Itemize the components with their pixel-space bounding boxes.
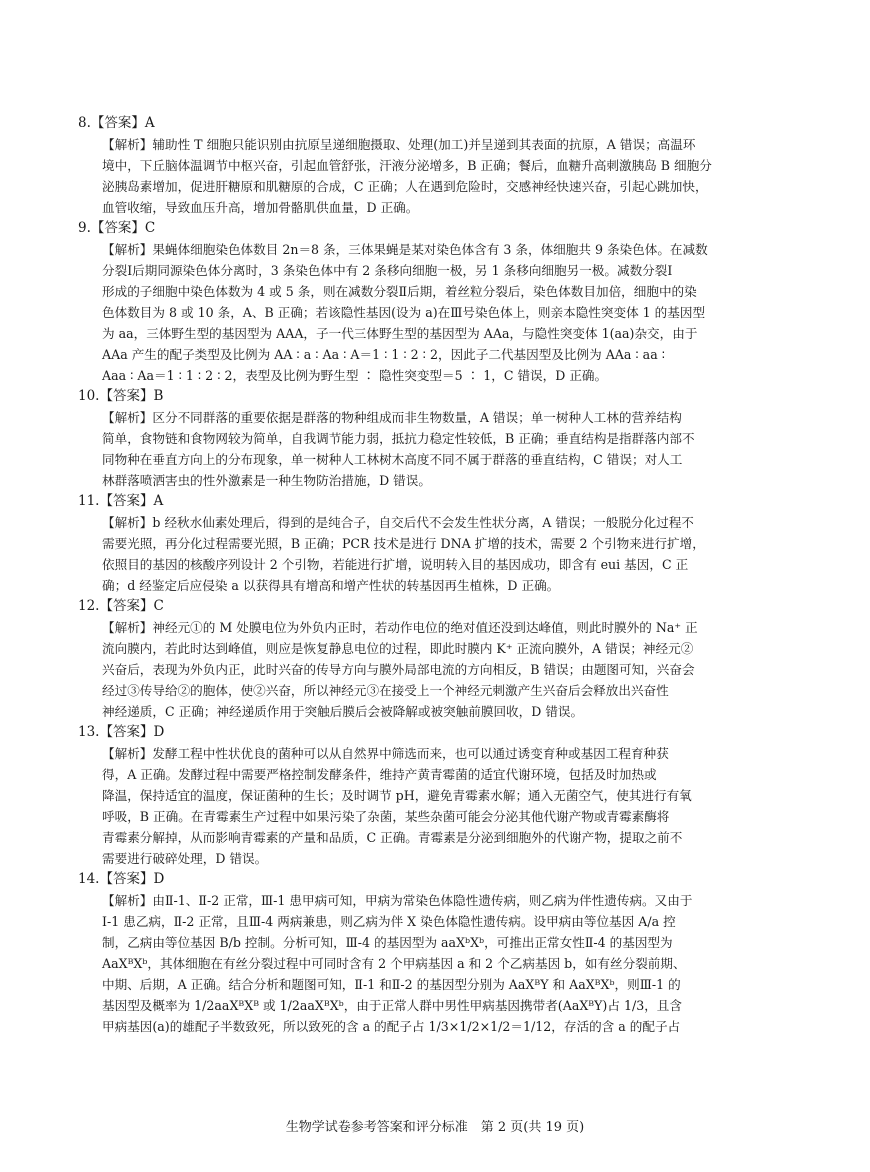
answer-line: 14.【答案】D (78, 871, 165, 887)
answer-line: 13.【答案】D (78, 724, 165, 740)
explanation-line: 需要进行破碎处理，D 错误。 (102, 851, 268, 866)
explanation-line: 青霉素分解掉，从而影响青霉素的产量和品质，C 正确。青霉素是分泌到细胞外的代谢产物，提取之前不 (102, 830, 683, 845)
explanation-line: 兴奋后，表现为外负内正，此时兴奋的传导方向与膜外局部电流的方向相反，B 错误；由题图可知，兴奋会 (102, 662, 695, 677)
explanation-line: 降温，保持适宜的温度，保证菌种的生长；及时调节 pH，避免青霉素水解；通入无菌空气，使其进行有氧 (102, 788, 692, 803)
explanation-line: 依照目的基因的核酸序列设计 2 个引物，若能进行扩增，说明转入目的基因成功，即含有 eui 基因，C 正 (102, 557, 689, 572)
question-11 (78, 491, 786, 596)
answer-line: 11.【答案】A (78, 493, 164, 509)
explanation-line: 中期、后期，A 正确。结合分析和题图可知，Ⅱ-1 和Ⅱ-2 的基因型分别为 AaXᴮY 和 AaXᴮXᵇ，则Ⅲ-1 的 (102, 977, 681, 992)
explanation-line: 需要光照，再分化过程需要光照，B 正确；PCR 技术是进行 DNA 扩增的技术，需要 2 个引物来进行扩增， (102, 536, 705, 551)
explanation-line: 甲病基因(a)的雄配子半数致死，所以致死的含 a 的配子占 1/3×1/2×1/2＝1/12，存活的含 a 的配子占 (102, 1019, 681, 1034)
explanation-line: 【解析】辅助性 T 细胞只能识别由抗原呈递细胞摄取、处理(加工)并呈递到其表面的抗原，A 错误；高温环 (102, 137, 696, 152)
explanation-line: 【解析】区分不同群落的重要依据是群落的物种组成而非生物数量，A 错误；单一树种人工林的营养结构 (102, 410, 682, 425)
answer-line: 12.【答案】C (78, 598, 164, 614)
explanation-line: 确；d 经鉴定后应侵染 a 以获得具有增高和增产性状的转基因再生植株，D 正确。 (102, 578, 560, 593)
explanation-line: 泌胰岛素增加，促进肝糖原和肌糖原的合成，C 正确；人在遇到危险时，交感神经快速兴奋，引起心跳加快， (102, 179, 708, 194)
explanation-line: 形成的子细胞中染色体数为 4 或 5 条，则在减数分裂Ⅱ后期，着丝粒分裂后，染色体数目加倍，细胞中的染 (102, 284, 697, 299)
explanation-line: AaXᴮXᵇ，其体细胞在有丝分裂过程中可同时含有 2 个甲病基因 a 和 2 个乙病基因 b，如有丝分裂前期、 (102, 956, 686, 971)
explanation-line: 【解析】神经元①的 M 处膜电位为外负内正时，若动作电位的绝对值还没到达峰值，则此时膜外的 Na⁺ 正 (102, 620, 698, 635)
explanation-line: 林群落喷洒害虫的性外激素是一种生物防治措施，D 错误。 (102, 473, 431, 488)
explanation-line: 血管收缩，导致血压升高，增加骨骼肌供血量，D 正确。 (102, 200, 419, 215)
explanation-line: 色体数目为 8 或 10 条，A、B 正确；若该隐性基因(设为 a)在Ⅲ号染色体上，则亲本隐性突变体 1 的基因型 (102, 305, 706, 320)
question-8 (78, 113, 786, 218)
explanation-line: 【解析】果蝇体细胞染色体数目 2n＝8 条，三体果蝇是某对染色体含有 3 条，体细胞共 9 条染色体。在减数 (102, 242, 708, 257)
question-12 (78, 596, 786, 722)
question-9 (78, 218, 786, 386)
explanation-line: 简单，食物链和食物网较为简单，自我调节能力弱，抵抗力稳定性较低，B 正确；垂直结构是指群落内部不 (102, 431, 695, 446)
explanation-line: 制，乙病由等位基因 B/b 控制。分析可知，Ⅲ-4 的基因型为 aaXᵇXᵇ，可推出正常女性Ⅱ-4 的基因型为 (102, 935, 673, 950)
explanation-line: 经过③传导给②的胞体，使②兴奋，所以神经元③在接受上一个神经元刺激产生兴奋后会释放出兴奋性 (102, 683, 669, 698)
explanation-line: 基因型及概率为 1/2aaXᴮXᴮ 或 1/2aaXᴮXᵇ，由于正常人群中男性甲病基因携带者(AaXᴮY)占 1/3，且含 (102, 998, 682, 1013)
explanation-line: 【解析】由Ⅱ-1、Ⅱ-2 正常，Ⅲ-1 患甲病可知，甲病为常染色体隐性遗传病，则乙病为伴性遗传病。又由于 (102, 893, 693, 908)
explanation-line: 分裂Ⅰ后期同源染色体分离时，3 条染色体中有 2 条移向细胞一极，另 1 条移向细胞另一极。减数分裂Ⅰ (102, 263, 673, 278)
question-10 (78, 386, 786, 491)
explanation-line: 神经递质，C 正确；神经递质作用于突触后膜后会被降解或被突触前膜回收，D 错误。 (102, 704, 584, 719)
explanation-line: Ⅰ-1 患乙病，Ⅱ-2 正常，且Ⅲ-4 两病兼患，则乙病为伴 X 染色体隐性遗传病。设甲病由等位基因 A/a 控 (102, 914, 676, 929)
explanation-line: 呼吸，B 正确。在青霉素生产过程中如果污染了杂菌，某些杂菌可能会分泌其他代谢产物或青霉素酶将 (102, 809, 670, 824)
answer-line: 9.【答案】C (78, 220, 156, 236)
explanation-line: Aaa ∶ Aa＝1 ∶ 1 ∶ 2 ∶ 2，表型及比例为野生型 ∶ 隐性突变型＝5 ∶ 1，C 错误，D 正确。 (102, 368, 608, 383)
explanation-line: AAa 产生的配子类型及比例为 AA ∶ a ∶ Aa ∶ A＝1 ∶ 1 ∶ 2 ∶ 2，因此子二代基因型及比例为 AAa ∶ aa ∶ (102, 347, 665, 362)
explanation-line: 为 aa，三体野生型的基因型为 AAA，子一代三体野生型的基因型为 AAa，与隐性突变体 1(aa)杂交，由于 (102, 326, 698, 341)
explanation-line: 【解析】b 经秋水仙素处理后，得到的是纯合子，自交后代不会发生性状分离，A 错误；一般脱分化过程不 (102, 515, 694, 530)
question-14 (78, 869, 786, 1037)
page-footer: 生物学试卷参考答案和评分标准 第 2 页(共 19 页) (285, 1120, 585, 1135)
explanation-line: 得，A 正确。发酵过程中需要严格控制发酵条件，维持产黄青霉菌的适宜代谢环境，包括及时加热或 (102, 767, 657, 782)
explanation-line: 境中，下丘脑体温调节中枢兴奋，引起血管舒张，汗液分泌增多，B 正确；餐后，血糖升高刺激胰岛 B 细胞分 (102, 158, 712, 173)
answer-line: 10.【答案】B (78, 388, 164, 404)
explanation-line: 【解析】发酵工程中性状优良的菌种可以从自然界中筛选而来，也可以通过诱变育种或基因工程育种获 (102, 746, 669, 761)
answer-line: 8.【答案】A (78, 115, 155, 131)
question-13 (78, 722, 786, 869)
explanation-line: 流向膜内，若此时达到峰值，则应是恢复静息电位的过程，即此时膜内 K⁺ 正流向膜外，A 错误；神经元② (102, 641, 694, 656)
answer-key-body (78, 113, 786, 1037)
explanation-line: 同物种在垂直方向上的分布现象，单一树种人工林树木高度不同不属于群落的垂直结构，C 错误；对人工 (102, 452, 683, 467)
